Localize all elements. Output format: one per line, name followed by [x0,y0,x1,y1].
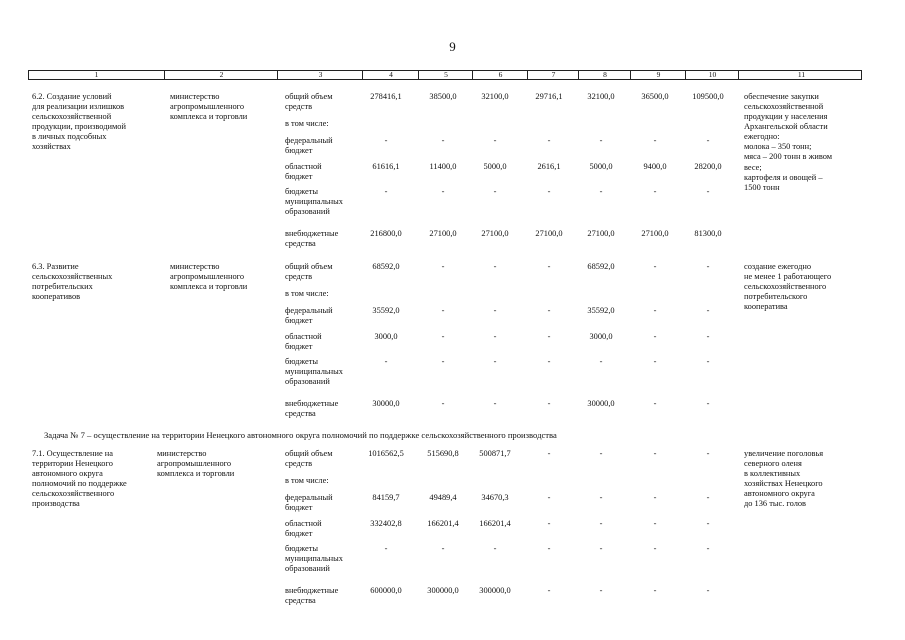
header-col-9: 9 [630,71,686,79]
funding-value: 32100,0 [481,92,509,101]
funding-value: - [706,187,710,196]
funding-source-label: бюджеты муниципальных образований [285,357,343,387]
funding-value: 3000,0 [589,332,613,341]
funding-value: - [706,449,710,458]
funding-value: 27100,0 [641,229,669,238]
funding-value: - [706,262,710,271]
header-col-2: 2 [164,71,278,79]
funding-value: 3000,0 [374,332,398,341]
funding-value: 27100,0 [481,229,509,238]
executor: министерство агропромышленного комплекса и торговли [170,262,248,292]
funding-value: - [547,306,551,315]
funding-value: - [547,357,551,366]
funding-value: - [653,187,657,196]
funding-value: - [706,332,710,341]
funding-source-label: бюджеты муниципальных образований [285,187,343,217]
funding-value: 35592,0 [587,306,615,315]
header-col-8: 8 [578,71,631,79]
funding-value: 49489,4 [429,493,457,502]
funding-source-label: областной бюджет [285,162,322,182]
funding-source-label: общий объем средств [285,262,333,282]
funding-value: - [441,187,445,196]
funding-value: - [599,519,603,528]
funding-value: - [653,357,657,366]
funding-value: 2616,1 [537,162,561,171]
task-heading: Задача № 7 – осуществление на территории Ненецкого автономного округа полномочий по поддержке сельскохозяйственного производства [44,430,557,440]
funding-value: 61616,1 [372,162,400,171]
funding-value: 36500,0 [641,92,669,101]
header-col-7: 7 [527,71,579,79]
funding-source-label: общий объем средств [285,92,333,112]
funding-value: 68592,0 [372,262,400,271]
funding-value: 166201,4 [479,519,511,528]
header-col-5: 5 [418,71,473,79]
funding-value: - [599,136,603,145]
funding-value: 27100,0 [429,229,457,238]
funding-value: - [384,357,388,366]
funding-value: - [653,586,657,595]
funding-value: 1016562,5 [368,449,404,458]
funding-value: - [384,544,388,553]
funding-source-label: в том числе: [285,289,329,298]
funding-value: - [706,399,710,408]
funding-value: - [441,399,445,408]
funding-value: 27100,0 [535,229,563,238]
header-col-1: 1 [94,70,99,79]
funding-value: - [706,136,710,145]
funding-value: - [653,262,657,271]
funding-value: - [653,332,657,341]
funding-value: - [493,187,497,196]
funding-value: 5000,0 [483,162,507,171]
funding-value: 84159,7 [372,493,400,502]
funding-value: - [547,332,551,341]
funding-value: 216800,0 [370,229,402,238]
funding-value: - [547,187,551,196]
funding-value: - [441,136,445,145]
funding-value: - [493,357,497,366]
funding-value: - [547,519,551,528]
funding-source-label: в том числе: [285,119,329,128]
funding-source-label: бюджеты муниципальных образований [285,544,343,574]
funding-value: - [384,187,388,196]
funding-value: - [653,519,657,528]
funding-value: - [706,544,710,553]
funding-value: 5000,0 [589,162,613,171]
funding-value: - [653,544,657,553]
funding-value: 29716,1 [535,92,563,101]
funding-value: 500871,7 [479,449,511,458]
funding-value: 34670,3 [481,493,509,502]
funding-value: 109500,0 [692,92,724,101]
funding-source-label: областной бюджет [285,519,322,539]
funding-value: - [384,136,388,145]
executor: министерство агропромышленного комплекса и торговли [170,92,248,122]
measure-name: 6.2. Создание условий для реализации излишков сельскохозяйственной продукции, производимой в личных подсобных хозяйствах [32,92,126,152]
funding-value: - [706,493,710,502]
funding-value: 300000,0 [479,586,511,595]
funding-value: - [599,493,603,502]
page-number: 9 [449,39,456,54]
funding-value: - [653,493,657,502]
funding-source-label: внебюджетные средства [285,399,339,419]
funding-value: - [706,357,710,366]
funding-value: 300000,0 [427,586,459,595]
funding-value: 332402,8 [370,519,402,528]
funding-value: - [599,586,603,595]
funding-value: 81300,0 [694,229,722,238]
funding-value: 68592,0 [587,262,615,271]
funding-value: - [493,544,497,553]
funding-value: - [547,544,551,553]
funding-source-label: областной бюджет [285,332,322,352]
funding-value: - [653,399,657,408]
funding-value: 600000,0 [370,586,402,595]
funding-value: - [599,187,603,196]
funding-value: - [493,136,497,145]
funding-value: - [599,544,603,553]
funding-source-label: в том числе: [285,476,329,485]
measure-name: 6.3. Развитие сельскохозяйственных потребительских кооперативов [32,262,113,302]
funding-value: - [441,357,445,366]
funding-value: - [547,493,551,502]
funding-value: 11400,0 [429,162,457,171]
funding-value: 30000,0 [372,399,400,408]
expected-result: увеличение поголовья северного оленя в коллективных хозяйствах Ненецкого автономного округа до 136 тыс. голов [744,449,824,509]
funding-value: - [493,262,497,271]
funding-source-label: федеральный бюджет [285,493,333,513]
funding-value: 32100,0 [587,92,615,101]
funding-value: - [706,306,710,315]
funding-value: - [653,306,657,315]
expected-result: обеспечение закупки сельскохозяйственной продукции у населения Архангельской области ежегодно: молока – 350 тонн; мяса – 200 тонн в живом весе; картофеля и овощей – 1500 тонн [744,92,833,192]
table-header [28,70,862,80]
header-col-10: 10 [685,71,739,79]
funding-value: - [706,519,710,528]
funding-source-label: федеральный бюджет [285,306,333,326]
funding-value: - [441,332,445,341]
funding-value: 35592,0 [372,306,400,315]
header-col-11: 11 [738,71,864,79]
funding-value: - [493,332,497,341]
funding-value: 9400,0 [643,162,667,171]
funding-value: - [441,306,445,315]
funding-source-label: внебюджетные средства [285,586,339,606]
funding-value: 30000,0 [587,399,615,408]
funding-value: - [547,586,551,595]
header-col-4: 4 [362,71,419,79]
funding-value: - [547,399,551,408]
measure-name: 7.1. Осуществление на территории Ненецкого автономного округа полномочий по поддержке сельскохозяйственного производства [32,449,127,509]
funding-value: 166201,4 [427,519,459,528]
funding-value: 38500,0 [429,92,457,101]
funding-value: - [493,399,497,408]
funding-value: 28200,0 [694,162,722,171]
funding-value: - [599,449,603,458]
funding-value: - [441,262,445,271]
funding-value: 27100,0 [587,229,615,238]
funding-value: 278416,1 [370,92,402,101]
funding-source-label: федеральный бюджет [285,136,333,156]
executor: министерство агропромышленного комплекса и торговли [157,449,235,479]
header-col-6: 6 [472,71,528,79]
funding-value: - [599,357,603,366]
funding-value: - [547,136,551,145]
funding-value: - [441,544,445,553]
funding-source-label: общий объем средств [285,449,333,469]
funding-value: - [706,586,710,595]
funding-value: - [547,449,551,458]
funding-value: - [547,262,551,271]
funding-value: 515690,8 [427,449,459,458]
funding-value: - [653,136,657,145]
funding-value: - [493,306,497,315]
header-col-3: 3 [277,71,363,79]
funding-source-label: внебюджетные средства [285,229,339,249]
expected-result: создание ежегодно не менее 1 работающего сельскохозяйственного потребительского кооператива [744,262,832,312]
funding-value: - [653,449,657,458]
